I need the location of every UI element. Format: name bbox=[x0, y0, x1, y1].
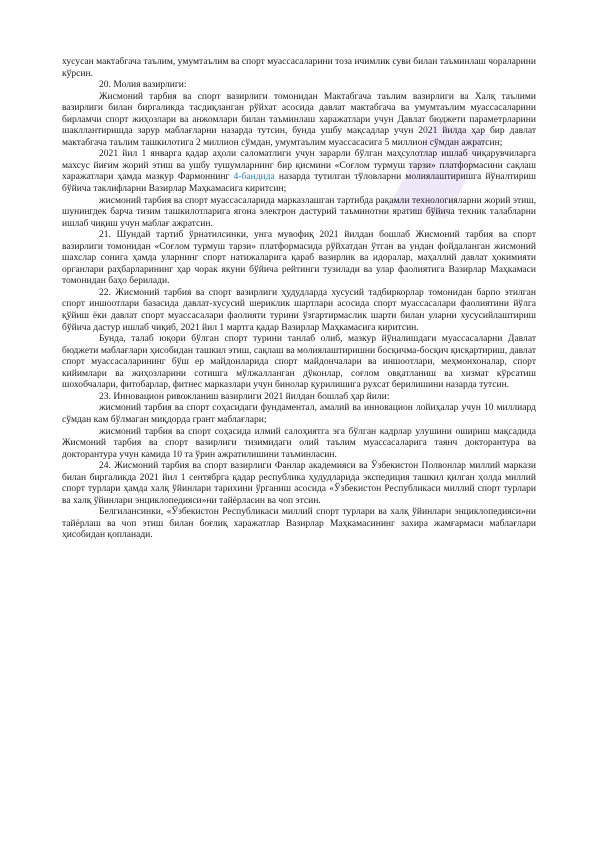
paragraph-24-costs: Белгилансинки, «Ўзбекистон Республикаси миллий спорт турлари ва халқ ўйинлари энциклопедияси»ни тайёрлаш ва чоп этиш билан боғлиқ харажатлар Вазирлар Маҳкамасининг захира жамғармаси маблағлари ҳисобидан қопланади. bbox=[62, 506, 536, 541]
paragraph-heading-23: 23. Инновацион ривожланиш вазирлиги 2021 йилдан бошлаб ҳар йили: bbox=[99, 390, 390, 402]
paragraph-text-after-link: назарда тутилган тўловларни молиялаштиришга йўналтириш бўйича таклифларни Вазирлар Маҳкамасига киритсин; bbox=[62, 171, 536, 195]
paragraph-text-before-link: 2021 йил 1 январга қадар аҳоли саломатлиги учун зарарли бўлган маҳсулотлар ишлаб чиқарувчиларга махсус йиғим жорий этиш ва ушбу тушумларнинг бир қисмини «Соғлом турмуш тарзи» платформасини сақлаш харажатлари ҳамда мазкур Фармоннинг bbox=[62, 148, 536, 183]
paragraph-21: 21. Шундай тартиб ўрнатилсинки, унга мувофиқ 2021 йилдан бошлаб Жисмоний тарбия ва спорт вазирлиги томонидан «Соғлом турмуш тарзи» платформасида рўйхатдан ўтган ва ундан фойдаланган жисмоний шахслар сонига ҳамда уларнинг спорт натижаларига қараб вазирлик ва идоралар, маҳаллий давлат ҳокимияти органлари раҳбарларининг ҳар чорак якуни бўйича рейтинги тузилади ва улар фаолиятига Вазирлар Маҳкамаси томонидан баҳо берилади. bbox=[62, 229, 536, 287]
paragraph-24: 24. Жисмоний тарбия ва спорт вазирлиги Фанлар академияси ва Ўзбекистон Полвонлар миллий маркази билан биргаликда 2021 йил 1 сентябрга қадар республика ҳудудларида экспедиция ташкил қилган ҳолда миллий спорт турлари ҳамда халқ ўйинлари тарихини ўрганиш асосида «Ўзбекистон Республикаси миллий спорт турлари ва халқ ўйинлари энциклопедияси»ни тайёрласин ва чоп этсин. bbox=[62, 460, 536, 506]
paragraph-20-digital: жисмоний тарбия ва спорт муассасаларида марказлашган тартибда рақамли технологияларни жорий этиш, шунингдек барча тизим ташкилотларига ягона электрон дастурий таъминотни яратиш бўйича техник талабларни ишлаб чиқиш учун маблағ ажратсин. bbox=[62, 194, 536, 229]
document-body bbox=[62, 56, 536, 541]
paragraph-22-details: Бунда, талаб юқори бўлган спорт турини танлаб олиб, мазкур йўналишдаги муассасаларни Давлат бюджети маблағлари ҳисобидан ташкил этиш, сақлаш ва молиялаштиришни босқичма-босқич қисқартириш, давлат спорт муассасаларининг бўш ер майдонларида спорт майдончалари ва иншоотлари, меҳмонхоналар, спорт кийимлари ва жиҳозларини сотишга мўлжалланган дўконлар, соғлом овқатланиш ва хизмат кўрсатиш шохобчалари, фитобарлар, фитнес марказлари учун бинолар қурилишига рухсат берилишини назарда тутсин. bbox=[62, 333, 536, 391]
paragraph-20-budget: Жисмоний тарбия ва спорт вазирлиги томонидан Мактабгача таълим вазирлиги ва Халқ таълими вазирлиги билан биргаликда тасдиқланган рўйхат асосида давлат мактабгача ва умумтаълим муассасаларини бирламчи спорт жиҳозлари ва анжомлари билан таъминлаш харажатлари учун Давлат бюджети параметрларини шакллантиришда зарур маблағларни назарда тутсин, бунда ушбу мақсадлар учун 2021 йилда ҳар бир давлат мактабгача таълим ташкилотига 2 миллион сўмдан, умумтаълим муассасасига 5 миллион сўмдан ажратсин; bbox=[62, 90, 536, 148]
paragraph-intro: хусусан мактабгача таълим, умумтаълим ва спорт муассасаларини тоза ичимлик суви билан таъминлаш чораларини кўрсин. bbox=[62, 56, 536, 79]
paragraph-22: 22. Жисмоний тарбия ва спорт вазирлиги ҳудудларда хусусий тадбиркорлар томонидан барпо этилган спорт иншоотлари базасида давлат-хусусий шериклик шартлари асосида спорт муассасалари фаолиятини йўлга қўйиш ёки давлат спорт муассасалари фаолияти турини ўзгартирмаслик шарти билан уларни хусусийлаштириш бўйича дастур ишлаб чиқиб, 2021 йил 1 мартга қадар Вазирлар Маҳкамасига киритсин. bbox=[62, 286, 536, 333]
paragraph-heading-20: 20. Молия вазирлиги: bbox=[99, 79, 187, 91]
paragraph-20-fee-proposal bbox=[62, 148, 536, 194]
paragraph-23-doctoral: жисмоний тарбия ва спорт соҳасида илмий салоҳиятга эга бўлган кадрлар улушини ошириш мақсадида Жисмоний тарбия ва спорт вазирлиги тизимидаги олий таълим муассасаларига таянч докторантура ва докторантура учун камида 10 та ўрин ажратилишини таъминласин. bbox=[62, 425, 536, 460]
paragraph-23-grants: жисмоний тарбия ва спорт соҳасидаги фундаментал, амалий ва инновацион лойиҳалар учун 10 миллиард сўмдан кам бўлмаган миқдорда грант маблағлари; bbox=[62, 402, 536, 425]
clause-4-link[interactable]: 4-бандида bbox=[233, 171, 275, 183]
